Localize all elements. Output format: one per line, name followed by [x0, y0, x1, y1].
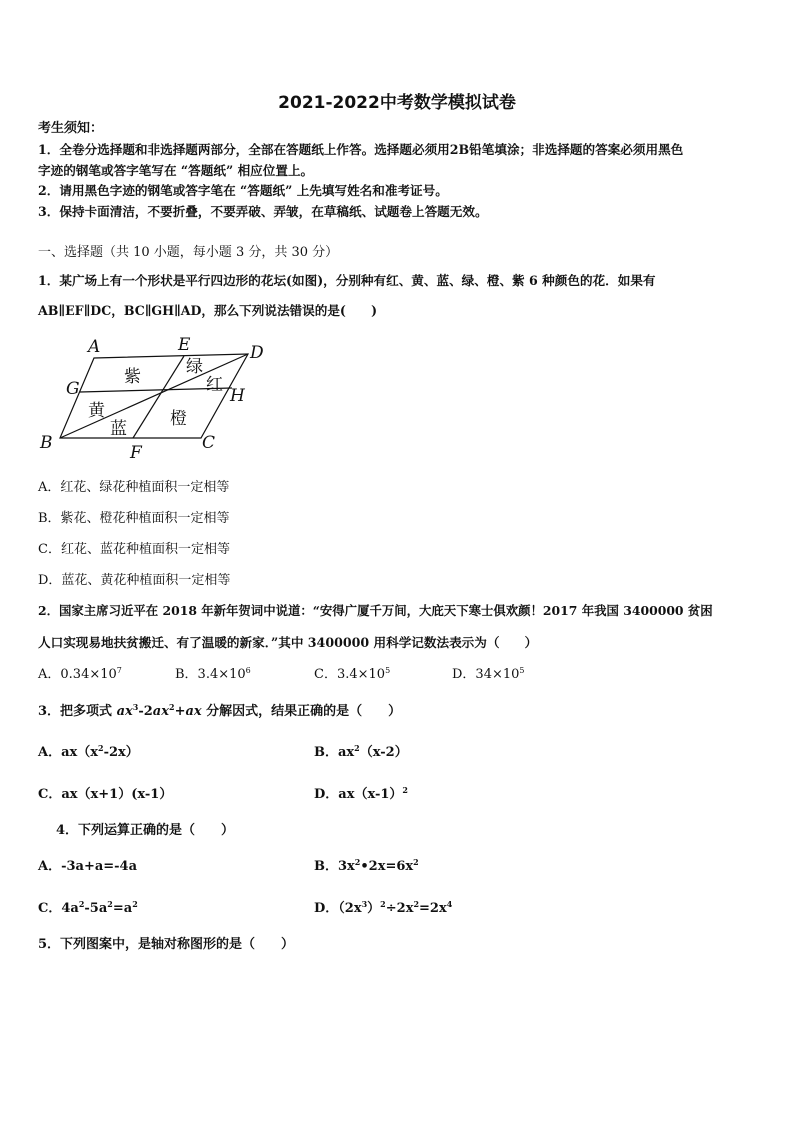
notice-item-1-cont: 字迹的钢笔或答字笔写在 “答题纸” 相应位置上。: [38, 163, 314, 178]
q1-option-c: C．红花、蓝花种植面积一定相等: [38, 542, 230, 557]
label-B: B: [40, 433, 53, 453]
label-orange: 橙: [170, 409, 187, 429]
q4-option-d: D．$(2x^3)^2\div 2x^2=2x^4$: [314, 899, 453, 916]
notice-item-1: 1．全卷分选择题和非选择题两部分，全部在答题纸上作答。选择题必须用2B铅笔填涂；非选择题的答案必须用黑色: [38, 142, 684, 157]
q2-option-c: C．$3.4\times 10^5$: [314, 666, 391, 682]
q5-stem: 5．下列图案中，是轴对称图形的是（ ）: [38, 937, 295, 952]
q3-option-d: D．$ax(x-1)^2$: [314, 785, 408, 802]
label-yellow: 黄: [88, 401, 105, 421]
q1-option-d: D．蓝花、黄花种植面积一定相等: [38, 573, 231, 588]
notice-item-2: 2．请用黑色字迹的钢笔或答字笔在 “答题纸” 上先填写姓名和准考证号。: [38, 183, 448, 198]
q4-option-b: B．$3x^2•2x=6x^2$: [314, 857, 419, 874]
notice-item-3: 3．保持卡面清洁，不要折叠，不要弄破、弄皱，在草稿纸、试题卷上答题无效。: [38, 204, 488, 219]
q4-stem: 4．下列运算正确的是（ ）: [56, 823, 235, 838]
q4-option-c: C．$4a^2-5a^2=a^2$: [38, 899, 138, 916]
q2-option-d: D．$34\times 10^5$: [452, 666, 525, 682]
q1-option-a: A．红花、绿花种植面积一定相等: [38, 480, 230, 495]
q2-stem-cont: 人口实现易地扶贫搬迁、有了温暖的新家．”其中 3400000 用科学记数法表示为（ ）: [38, 635, 538, 650]
q1-stem: 1．某广场上有一个形状是平行四边形的花坛(如图)，分别种有红、黄、蓝、绿、橙、紫 6 种颜色的花．如果有: [38, 273, 656, 288]
label-D: D: [250, 343, 264, 363]
q3-stem: 3．把多项式 $ax^3-2ax^2+ax$ 分解因式，结果正确的是（ ）: [38, 702, 402, 719]
page-title: 2021-2022中考数学模拟试卷: [278, 93, 516, 113]
q2-stem: 2．国家主席习近平在 2018 年新年贺词中说道：“安得广厦千万间，大庇天下寒士俱欢颜！2017 年我国 3400000 贫困: [38, 603, 713, 618]
label-red: 红: [206, 375, 223, 395]
label-H: H: [230, 386, 245, 406]
label-G: G: [66, 379, 80, 399]
q3-option-b: B．$ax^2(x-2)$: [314, 743, 408, 760]
q3-option-c: C．ax（x+1）(x-1）: [38, 787, 173, 802]
q1-option-b: B．紫花、橙花种植面积一定相等: [38, 511, 230, 526]
notice-heading: 考生须知：: [38, 121, 104, 136]
label-F: F: [130, 443, 142, 463]
q1-stem-cont: AB∥EF∥DC，BC∥GH∥AD，那么下列说法错误的是( ): [38, 303, 378, 318]
label-A: A: [88, 337, 101, 357]
q2-option-b: B．$3.4\times 10^6$: [175, 666, 251, 682]
q4-option-a: A．-3a+a=-4a: [38, 859, 138, 874]
label-purple: 紫: [124, 367, 141, 387]
label-E: E: [178, 335, 191, 355]
label-blue: 蓝: [110, 419, 127, 439]
q2-option-a: A．$0.34\times 10^7$: [38, 666, 122, 682]
section-heading: 一、选择题（共 10 小题，每小题 3 分，共 30 分）: [38, 245, 339, 260]
label-green: 绿: [186, 357, 203, 377]
q1-parallelogram-figure: [36, 334, 296, 464]
label-C: C: [202, 433, 216, 453]
q3-option-a: A．$ax(x^2-2x)$: [38, 743, 139, 760]
